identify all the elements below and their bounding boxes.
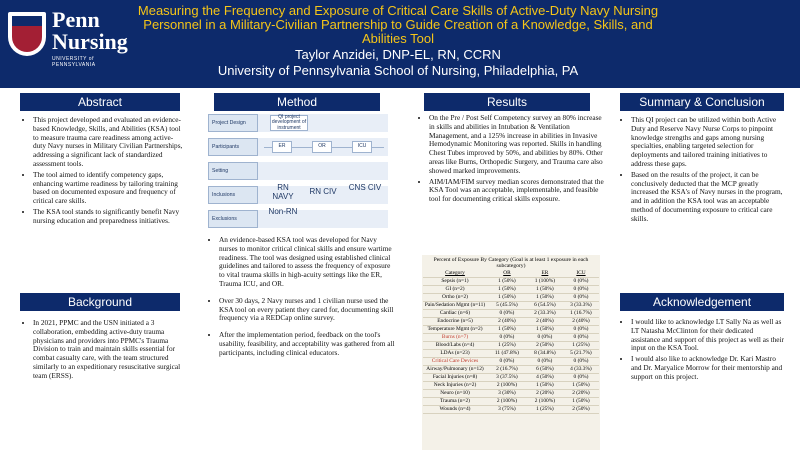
table-row bbox=[423, 317, 599, 325]
table-cell-value: 4 (33.3%) bbox=[563, 365, 599, 373]
table-cell-value: 3 (33.3%) bbox=[563, 301, 599, 309]
table-caption: Percent of Exposure By Category (Goal is at least 1 exposure in each subcategory) bbox=[433, 257, 589, 270]
table-cell-value: 1 (50%) bbox=[563, 381, 599, 389]
table-cell-value: 3 (37.5%) bbox=[487, 373, 527, 381]
table-cell-value: 2 (16.7%) bbox=[487, 365, 527, 373]
table-row bbox=[423, 357, 599, 365]
table-cell-value: 1 (50%) bbox=[527, 285, 563, 293]
table-row bbox=[423, 333, 599, 341]
acknowledgement-bullet: • I would also like to acknowledge Dr. Kari Mastro and Dr. Maryalice Morrow for their mentorship and support on this project. bbox=[631, 355, 784, 381]
summary-bullet: • This QI project can be utilized within both Active Duty and Reserve Navy Nurse Corps to pinpoint knowledge strengths and gaps among nursing specialties, enabling targeted selection for deployments and tailored training initiatives to address these gaps. bbox=[631, 116, 784, 169]
results-body bbox=[418, 114, 604, 206]
table-header: ICU bbox=[563, 270, 599, 277]
table-cell-value: 1 (50%) bbox=[487, 285, 527, 293]
diagram-inclusion-rn-navy: RN NAVY bbox=[272, 183, 294, 201]
table-cell-value: 2 (50%) bbox=[527, 341, 563, 349]
table-cell-value: 3 (75%) bbox=[487, 405, 527, 413]
table-row bbox=[423, 349, 599, 357]
method-heading: Method bbox=[214, 93, 380, 111]
background-bullet: • In 2021, PPMC and the USN initiated a 3 collaboration, embedding active-duty trauma physicians and providers into PPMC's Trauma Division to train and maintain skills essential for combat casualty care, with the team structured similarly to an expeditionary resuscitative surgical team (ERSS). bbox=[33, 319, 182, 381]
table-cell-value: 0 (0%) bbox=[487, 309, 527, 317]
table-cell-value: 8 (34.8%) bbox=[527, 349, 563, 357]
logo-text-nursing: Nursing bbox=[52, 29, 128, 54]
table-cell-category: Ortho (n=2) bbox=[423, 293, 487, 301]
exposure-table bbox=[422, 255, 600, 450]
table-cell-value: 0 (0%) bbox=[563, 277, 599, 285]
table-cell-category: GI (n=2) bbox=[423, 285, 487, 293]
table-cell-value: 3 (30%) bbox=[487, 389, 527, 397]
table-cell-value: 1 (50%) bbox=[527, 293, 563, 301]
table-cell-value: 2 (40%) bbox=[487, 317, 527, 325]
table-header: ER bbox=[527, 270, 563, 277]
table-cell-value: 6 (54.5%) bbox=[527, 301, 563, 309]
table-cell-category: Pain/Sedation Mgmt (n=11) bbox=[424, 302, 486, 309]
table-row bbox=[423, 389, 599, 397]
abstract-bullet: • The KSA tool stands to significantly benefit Navy nursing education and preparedness initiatives. bbox=[33, 208, 184, 226]
diagram-inclusion-rn-civ: RN CIV bbox=[309, 187, 337, 196]
exposure-data-table bbox=[423, 270, 599, 414]
table-body bbox=[423, 277, 599, 413]
diagram-label-design: Project Design bbox=[208, 114, 258, 132]
table-cell-value: 1 (50%) bbox=[563, 397, 599, 405]
table-cell-value: 1 (25%) bbox=[487, 341, 527, 349]
table-cell-value: 11 (47.8%) bbox=[487, 349, 527, 357]
acknowledgement-bullet: • I would like to acknowledge LT Sally Na as well as LT Natasha McClinton for their dedicated assistance and support of this project as well as their input on the KSA Tool. bbox=[631, 318, 784, 353]
table-cell-category: Burns (n=7) bbox=[423, 333, 487, 341]
table-cell-value: 0 (0%) bbox=[487, 357, 527, 365]
table-cell-value: 2 (50%) bbox=[563, 405, 599, 413]
diagram-participant-icu: ICU bbox=[352, 141, 372, 153]
table-cell-value: 4 (50%) bbox=[527, 373, 563, 381]
table-cell-category: Critical Care Devices bbox=[423, 357, 487, 365]
table-cell-value: 1 (50%) bbox=[487, 325, 527, 333]
diagram-label-inclusions: Inclusions bbox=[208, 186, 258, 204]
summary-bullet: • Based on the results of the project, it can be conclusively deducted that the MCP greatly increased the KSA's of Navy nurses in the program, and in addition the KSA tool was an acceptable method of documenting exposure to critical care skills. bbox=[631, 171, 784, 224]
table-row bbox=[423, 285, 599, 293]
table-cell-value: 2 (20%) bbox=[563, 389, 599, 397]
table-cell-value: 0 (0%) bbox=[527, 357, 563, 365]
method-body bbox=[208, 236, 396, 360]
table-cell-value: 1 (25%) bbox=[527, 405, 563, 413]
table-cell-value: 1 (25%) bbox=[563, 341, 599, 349]
table-cell-value: 0 (0%) bbox=[563, 373, 599, 381]
table-cell-category: Temperature Mgmt (n=2) bbox=[423, 325, 487, 333]
table-cell-value: 2 (40%) bbox=[527, 317, 563, 325]
method-bullet: • Over 30 days, 2 Navy nurses and 1 civilian nurse used the KSA tool on every patient they cared for, documenting skill frequency via a REDCap online survey. bbox=[219, 297, 396, 323]
table-cell-value: 6 (50%) bbox=[527, 365, 563, 373]
abstract-heading: Abstract bbox=[20, 93, 180, 111]
table-cell-category: Blood/Labs (n=4) bbox=[423, 341, 487, 349]
table-cell-value: 0 (0%) bbox=[487, 333, 527, 341]
results-bullet: • On the Pre / Post Self Competency survey an 80% increase in skills and abilities in Intubation & Ventilation Management, and a 125% increase in abilities in Invasive Hemodynamic Monitoring was reported. Skills in handling Chest Tubes improved by 50%, and abilities by 80%. Other areas like Burns, Orthopedic Surgery, and Trauma care also showed marked improvements. bbox=[429, 114, 604, 176]
table-cell-value: 1 (50%) bbox=[527, 381, 563, 389]
poster-title: Measuring the Frequency and Exposure of Critical Care Skills of Active-Duty Navy Nursing Personnel in a Military-Civilian Partnership to Guide Creation of a Knowledge, Skills, and Abilities Tool bbox=[137, 3, 659, 46]
table-cell-value: 0 (0%) bbox=[563, 333, 599, 341]
table-cell-value: 1 (16.7%) bbox=[563, 309, 599, 317]
table-cell-value: 1 (50%) bbox=[527, 325, 563, 333]
diagram-design-box: QI project development of instrument bbox=[271, 113, 307, 131]
abstract-body bbox=[22, 116, 184, 228]
table-cell-category: Trauma (n=2) bbox=[423, 397, 487, 405]
table-cell-category: Cardiac (n=6) bbox=[423, 309, 487, 317]
table-row bbox=[423, 309, 599, 317]
table-cell-category: Endocrine (n=5) bbox=[423, 317, 487, 325]
table-row bbox=[423, 381, 599, 389]
table-row bbox=[423, 373, 599, 381]
table-cell-value: 2 (100%) bbox=[487, 397, 527, 405]
table-cell-value: 2 (40%) bbox=[563, 317, 599, 325]
diagram-label-exclusions: Exclusions bbox=[208, 210, 258, 228]
table-cell-value: 0 (0%) bbox=[527, 333, 563, 341]
abstract-bullet: • This project developed and evaluated an evidence-based Knowledge, Skills, and Abilities (KSA) tool to measure trauma care readiness among active-duty Navy nurses in Military Civilian Partnerships, addressing a significant lack of standardized assessment tools. bbox=[33, 116, 184, 169]
table-cell-value: 5 (45.5%) bbox=[487, 301, 527, 309]
table-cell-category: Airway/Pulmonary (n=12) bbox=[423, 365, 487, 373]
table-cell-value: 2 (100%) bbox=[487, 381, 527, 389]
method-diagram bbox=[208, 114, 396, 234]
table-row bbox=[423, 277, 599, 285]
summary-heading: Summary & Conclusion bbox=[620, 93, 784, 111]
table-row bbox=[423, 397, 599, 405]
table-cell-value: 5 (21.7%) bbox=[563, 349, 599, 357]
table-row bbox=[423, 365, 599, 373]
diagram-inclusion-cns-civ: CNS CIV bbox=[348, 183, 382, 192]
diagram-exclusion-non-rn: Non-RN bbox=[268, 207, 298, 216]
abstract-bullet: • The tool aimed to identify competency gaps, enhancing wartime readiness by tailoring training based on documented exposure and frequency of critical care skills. bbox=[33, 171, 184, 206]
table-header: Category bbox=[423, 270, 487, 277]
table-cell-value: 1 (50%) bbox=[487, 277, 527, 285]
method-bullet: • An evidence-based KSA tool was developed for Navy nurses to monitor critical clinical skills and ensure wartime readiness. The tool was designed using established clinical guidelines and tailored to assess the frequency of exposure to vital trauma skills in high-acuity settings like the ER, Trauma ICU, and OR. bbox=[219, 236, 396, 289]
table-header: OR bbox=[487, 270, 527, 277]
results-heading: Results bbox=[424, 93, 590, 111]
table-cell-category: Neuro (n=10) bbox=[423, 389, 487, 397]
table-header-row bbox=[423, 270, 599, 277]
table-cell-value: 1 (50%) bbox=[487, 293, 527, 301]
diagram-participant-or: OR bbox=[312, 141, 332, 153]
logo-text-penn: Penn bbox=[52, 7, 100, 32]
diagram-label-participants: Participants bbox=[208, 138, 258, 156]
table-row bbox=[423, 293, 599, 301]
poster-affiliation: University of Pennsylvania School of Nursing, Philadelphia, PA bbox=[217, 63, 579, 78]
background-body bbox=[22, 319, 182, 383]
poster-header bbox=[0, 0, 800, 88]
summary-body bbox=[620, 116, 784, 226]
table-cell-category: Facial Injuries (n=8) bbox=[423, 373, 487, 381]
penn-nursing-logo bbox=[8, 6, 126, 66]
poster-author: Taylor Anzidei, DNP-EL, RN, CCRN bbox=[295, 47, 501, 62]
method-bullet: • After the implementation period, feedback on the tool's usability, feasibility, and acceptability was gathered from all participants, including clinical educators. bbox=[219, 331, 396, 357]
table-cell-value: 1 (100%) bbox=[527, 277, 563, 285]
table-cell-value: 0 (0%) bbox=[563, 285, 599, 293]
acknowledgement-heading: Acknowledgement bbox=[620, 293, 784, 311]
table-cell-category: Neck Injuries (n=2) bbox=[423, 381, 487, 389]
logo-text-university: UNIVERSITY of PENNSYLVANIA bbox=[52, 56, 96, 68]
table-row bbox=[423, 405, 599, 413]
table-row bbox=[423, 325, 599, 333]
table-row bbox=[423, 301, 599, 309]
table-cell-category: Wounds (n=4) bbox=[423, 405, 487, 413]
table-cell-value: 0 (0%) bbox=[563, 357, 599, 365]
results-bullet: • AIM/IAM/FIM survey median scores demonstrated that the KSA Tool was an acceptable, implementable, and feasible tool for documenting critical skills exposure. bbox=[429, 178, 604, 204]
diagram-participant-er: ER bbox=[272, 141, 292, 153]
table-cell-value: 2 (100%) bbox=[527, 397, 563, 405]
acknowledgement-body bbox=[620, 318, 784, 384]
shield-icon bbox=[8, 12, 46, 56]
table-cell-value: 2 (33.3%) bbox=[527, 309, 563, 317]
table-cell-category: Sepsis (n=1) bbox=[423, 277, 487, 285]
table-cell-value: 0 (0%) bbox=[563, 325, 599, 333]
table-cell-value: 0 (0%) bbox=[563, 293, 599, 301]
table-row bbox=[423, 341, 599, 349]
table-cell-category: LDAs (n=23) bbox=[423, 349, 487, 357]
background-heading: Background bbox=[20, 293, 180, 311]
table-cell-value: 2 (20%) bbox=[527, 389, 563, 397]
diagram-label-setting: Setting bbox=[208, 162, 258, 180]
